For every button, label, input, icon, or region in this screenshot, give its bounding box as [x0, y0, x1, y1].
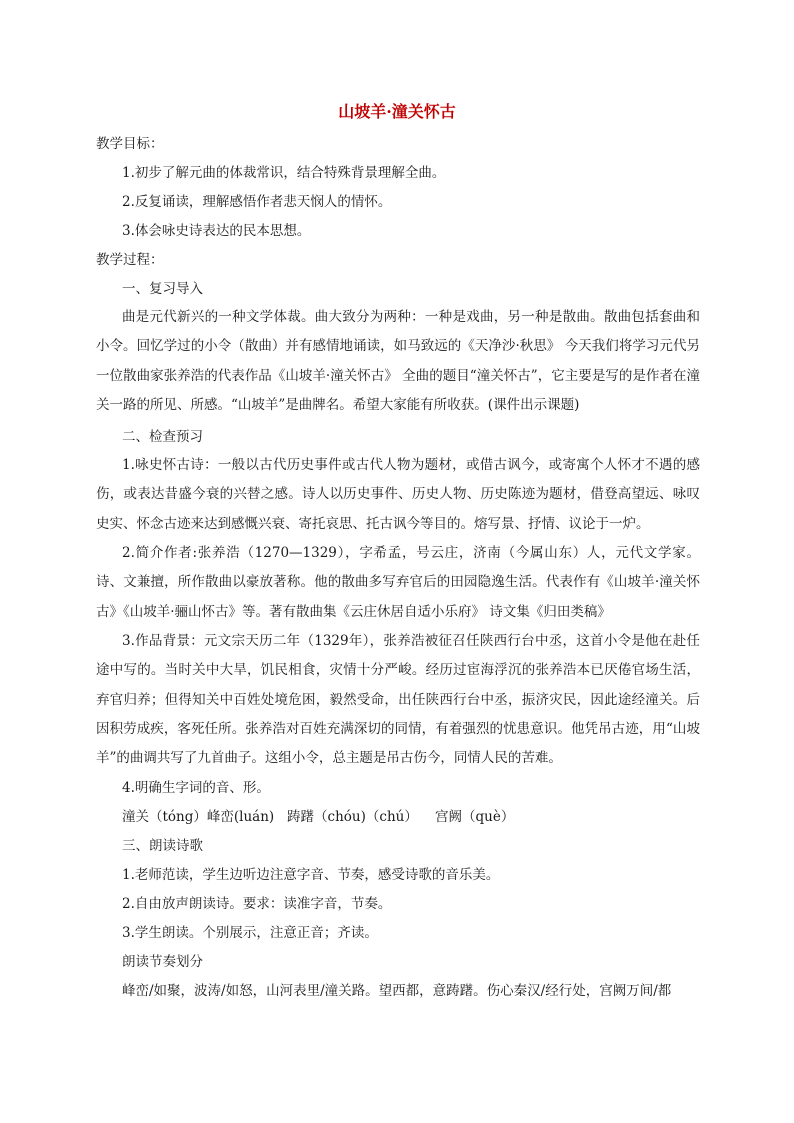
section-heading: 一、复习导入	[122, 281, 203, 297]
document-title: 山坡羊·潼关怀古	[338, 102, 456, 121]
rhythm-text: 峰峦/如聚，波涛/如怒，山河表里/潼关路。望西都，意踌躇。伤心秦汉/经行处，宫阙万间/都	[122, 983, 672, 999]
reading-item: 2.自由放声朗读诗。要求：读准字音，节奏。	[122, 896, 392, 912]
section-heading: 二、检查预习	[122, 429, 203, 445]
rhythm-heading: 朗读节奏划分	[122, 954, 203, 970]
reading-item: 1.老师范读，学生边听边注意字音、节奏，感受诗歌的音乐美。	[122, 867, 500, 883]
reading-item: 3.学生朗读。个别展示，注意正音；齐读。	[122, 925, 378, 941]
goal-item: 1.初步了解元曲的体裁常识，结合特殊背景理解全曲。	[122, 165, 446, 181]
intro-paragraph: 曲是元代新兴的一种文学体裁。曲大致分为两种：一种是戏曲，另一种是散曲。散曲包括套曲和小令。回忆学过的小令（散曲）并有感情地诵读，如马致远的《天净沙·秋思》 今天我们将学习元代另一位散曲家张养浩的代表作品《山坡羊·潼关怀古》 全曲的题目“潼关怀古”，它主要是写的是作者在潼关一路的所见、所感。“山坡羊”是曲牌名。希望大家能有所收获。(课件出示课题)	[96, 309, 700, 413]
paragraph-author: 2.简介作者:张养浩（1270—1329），字希孟，号云庄，济南（今属山东）人，元代文学家。诗、文兼擅，所作散曲以豪放著称。他的散曲多写弃官后的田园隐逸生活。代表作有《山坡羊·潼关怀古》《山坡羊·骊山怀古》等。著有散曲集《云庄休居自适小乐府》 诗文集《归田类稿》	[96, 545, 700, 620]
paragraph-background: 3.作品背景：元文宗天历二年（1329年），张养浩被征召任陕西行台中丞，这首小令是他在赴任途中写的。当时关中大旱，饥民相食，灾情十分严峻。经历过宦海浮沉的张养浩本已厌倦官场生活，弃官归养；但得知关中百姓处境危困，毅然受命，出任陕西行台中丞，振济灾民，因此途经潼关。后因积劳成疾，客死任所。张养浩对百姓充满深切的同情，有着强烈的忧患意识。他凭吊古迹，用“山坡羊”的曲调共写了九首曲子。这组小令，总主题是吊古伤今，同情人民的苦难。	[96, 633, 700, 767]
process-heading: 教学过程：	[96, 252, 164, 268]
goals-heading: 教学目标：	[96, 136, 164, 152]
goal-item: 3.体会咏史诗表达的民本思想。	[122, 223, 311, 239]
vocab-heading: 4.明确生字词的音、形。	[122, 780, 270, 796]
section-heading: 三、朗读诗歌	[122, 838, 203, 854]
paragraph-genre: 1.咏史怀古诗：一般以古代历史事件或古代人物为题材，或借古讽今，或寄寓个人怀才不遇的感伤，或表达昔盛今衰的兴替之感。诗人以历史事件、历史人物、历史陈迹为题材，借登高望远、咏叹史实、怀念古迹来达到感慨兴衰、寄托哀思、托古讽今等目的。熔写景、抒情、议论于一炉。	[96, 457, 700, 532]
goal-item: 2.反复诵读，理解感悟作者悲天悯人的情怀。	[122, 194, 392, 210]
vocab-line: 潼关（tóng）峰峦(luán) 踌躇（chóu)（chú） 宫阙（què）	[122, 809, 515, 825]
